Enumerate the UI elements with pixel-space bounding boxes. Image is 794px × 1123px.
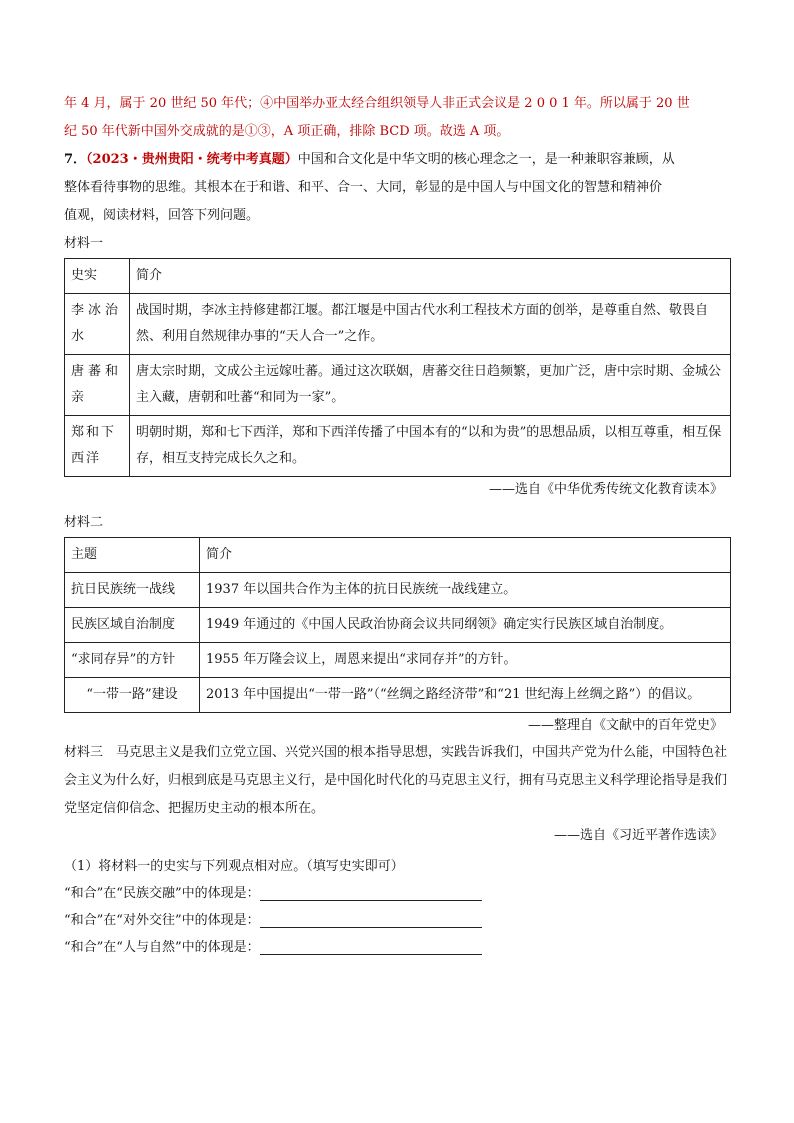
fact-cell: 郑和下西洋 — [65, 416, 130, 477]
stem-line-3: 值观，阅读材料，回答下列问题。 — [64, 208, 260, 223]
answer-text-red: ④中国举办亚太经合组织领导人非正式会议是 2 0 0 1 年。所以属于 20 世 — [260, 96, 690, 111]
material-3-label: 材料三 — [64, 745, 104, 760]
table-row — [65, 678, 731, 713]
table-row — [65, 294, 731, 355]
desc-cell: 2013 年中国提出“一带一路”（“丝绸之路经济带”和“21 世纪海上丝绸之路”）的倡议。 — [200, 678, 731, 713]
topic-cell: 民族区域自治制度 — [65, 608, 200, 643]
table-row — [65, 573, 731, 608]
material-1-label: 材料一 — [64, 236, 104, 251]
desc-cell: 明朝时期，郑和七下西洋，郑和下西洋传播了中国本有的“以和为贵”的思想品质，以相互尊重，相互保存，相互支持完成长久之和。 — [130, 416, 731, 477]
answer-line-1 — [64, 90, 731, 118]
material-2-source: ——整理自《文献中的百年党史》 — [527, 718, 723, 733]
stem-line-2: 整体看待事物的思维。其根本在于和谐、和平、合一、大同，彰显的是中国人与中国文化的智慧和精神价 — [64, 180, 663, 195]
desc-cell: 战国时期，李冰主持修建都江堰。都江堰是中国古代水利工程技术方面的创举，是尊重自然、敬畏自然、利用自然规律办事的“天人合一”之作。 — [130, 294, 731, 355]
table-row — [65, 416, 731, 477]
question-number: 7． — [64, 152, 87, 167]
stem-line-1: 中国和合文化是中华文明的核心理念之一，是一种兼职容兼顾，从 — [297, 152, 675, 167]
header-cell: 史实 — [65, 259, 130, 294]
sub-question-1-prompt: （1）将材料一的史实与下列观点相对应。（填写史实即可） — [64, 859, 404, 874]
topic-cell: “求同存异”的方针 — [65, 643, 200, 678]
topic-cell: “一带一路”建设 — [65, 678, 200, 713]
answer-text: 年 4 月，属于 20 世纪 50 年代； — [64, 96, 261, 111]
answer-item — [64, 880, 731, 907]
header-cell: 简介 — [130, 259, 731, 294]
answer-item-label: “和合”在“人与自然”中的体现是： — [64, 940, 260, 955]
material-2-table — [64, 537, 731, 713]
table-header-row — [65, 259, 731, 294]
material-3-text: 马克思主义是我们立党立国、兴党兴国的根本指导思想，实践告诉我们，中国共产党为什么能，中国特色社会主义为什么好，归根到底是马克思主义行，是中国化时代化的马克思主义行，拥有马克思主义科学理论指导是我们党坚定信仰信念、把握历史主动的根本所在。 — [64, 745, 728, 816]
answer-item — [64, 907, 731, 934]
fact-cell: 唐蕃和亲 — [65, 355, 130, 416]
answer-item-label: “和合”在“民族交融”中的体现是： — [64, 886, 260, 901]
desc-cell: 1955 年万隆会议上，周恩来提出“求同存并”的方针。 — [200, 643, 731, 678]
desc-cell: 唐太宗时期，文成公主远嫁吐蕃。通过这次联姻，唐蕃交往日趋频繁，更加广泛，唐中宗时期、金城公主入藏，唐朝和吐蕃“和同为一家”。 — [130, 355, 731, 416]
header-cell: 简介 — [200, 538, 731, 573]
topic-cell: 抗日民族统一战线 — [65, 573, 200, 608]
table-row — [65, 643, 731, 678]
desc-cell: 1949 年通过的《中国人民政治协商会议共同纲领》确定实行民族区域自治制度。 — [200, 608, 731, 643]
question-source-tag: （2023・贵州贵阳・统考中考真题） — [86, 152, 298, 167]
answer-item — [64, 934, 731, 961]
answer-blank[interactable] — [260, 913, 482, 928]
material-1-source: ——选自《中华优秀传统文化教育读本》 — [488, 482, 723, 497]
table-header-row — [65, 538, 731, 573]
desc-cell: 1937 年以国共合作为主体的抗日民族统一战线建立。 — [200, 573, 731, 608]
answer-line-2: 纪 50 年代新中国外交成就的是①③，A 项正确，排除 BCD 项。故选 A 项。 — [64, 124, 510, 139]
table-row — [65, 608, 731, 643]
answer-item-label: “和合”在“对外交往”中的体现是： — [64, 913, 260, 928]
table-row — [65, 355, 731, 416]
question-7-stem — [64, 146, 731, 230]
header-cell: 主题 — [65, 538, 200, 573]
answer-blank[interactable] — [260, 940, 482, 955]
material-3-source: ——选自《习近平著作选读》 — [553, 828, 723, 843]
material-2-label: 材料二 — [64, 515, 104, 530]
material-3 — [64, 739, 731, 823]
answer-blank[interactable] — [260, 886, 482, 901]
fact-cell: 李冰治水 — [65, 294, 130, 355]
document-page — [64, 90, 731, 961]
material-1-table — [64, 258, 731, 477]
